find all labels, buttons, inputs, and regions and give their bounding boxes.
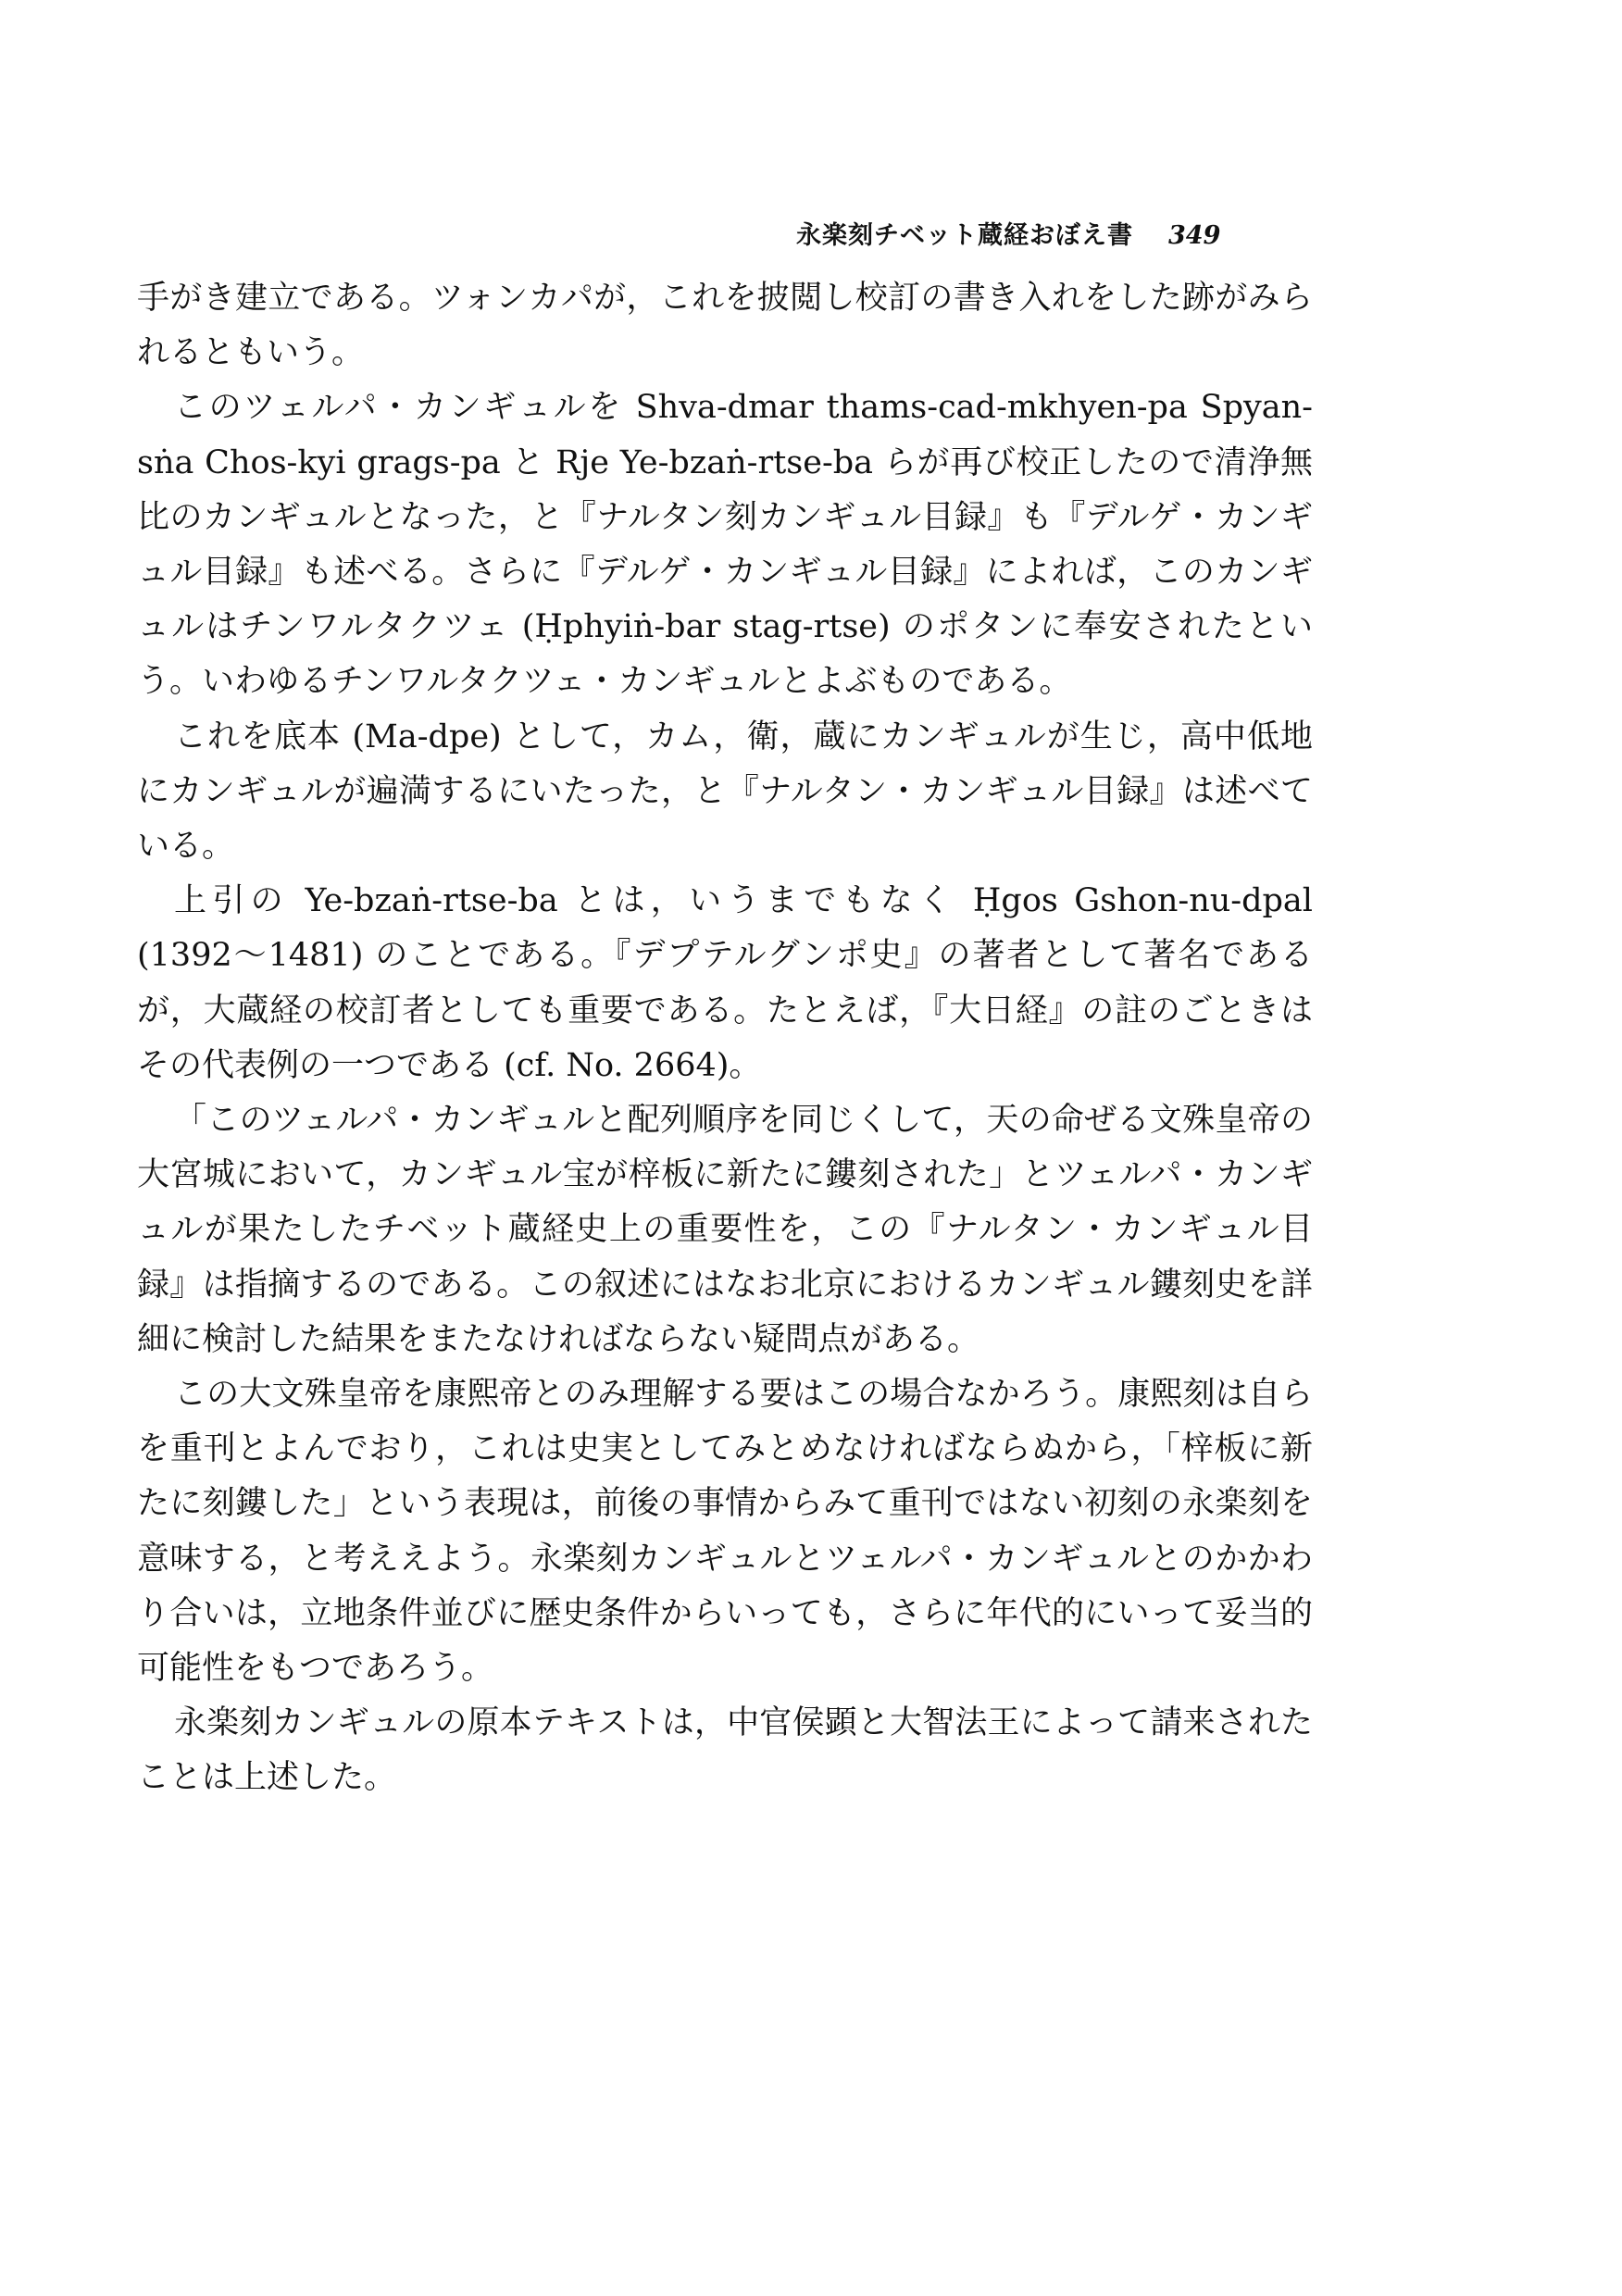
- paragraph: 上引の Ye-bzaṅ-rtse-ba とは，いうまでもなく Ḥgos Gshon-nu-dpal (1392～1481) のことである。『デプテルグンポ史』の著者として著名であるが，大蔵経の校訂者としても重要である。たとえば，『大日経』の註のごときはその代表例の一つである (cf. No. 2664)。: [137, 882, 1313, 1084]
- paragraph: このツェルパ・カンギュルを Shva-dmar thams-cad-mkhyen-pa Spyan-sṅa Chos-kyi grags-pa と Rje Ye-bzaṅ-rtse-ba らが再び校正したので清浄無比のカンギュルとなった，と『ナルタン刻カンギュル目録』も『デルゲ・カンギュル目録』も述べる。さらに『デルゲ・カンギュル目録』によれば，このカンギュルはチンワルタクツェ (Ḥphyiṅ-bar stag-rtse) のポタンに奉安されたという。いわゆるチンワルタクツェ・カンギュルとよぶものである。: [137, 389, 1313, 701]
- paragraph: 永楽刻カンギュルの原本テキストは，中官侯顕と大智法王によって請来されたことは上述した。: [137, 1704, 1313, 1797]
- body-text: [137, 271, 1313, 1806]
- paragraph: 「このツェルパ・カンギュルと配列順序を同じくして，天の命ぜる文殊皇帝の大宮城において，カンギュル宝が梓板に新たに鏤刻された」とツェルパ・カンギュルが果たしたチベット蔵経史上の重要性を，この『ナルタン・カンギュル目録』は指摘するのである。この叙述にはなお北京におけるカンギュル鏤刻史を詳細に検討した結果をまたなければならない疑問点がある。: [137, 1102, 1313, 1358]
- paragraph: これを底本 (Ma-dpe) として，カム，衛，蔵にカンギュルが生じ，高中低地にカンギュルが遍満するにいたった，と『ナルタン・カンギュル目録』は述べている。: [137, 718, 1313, 866]
- paragraph: この大文殊皇帝を康熙帝とのみ理解する要はこの場合なかろう。康熙刻は自らを重刊とよんでおり，これは史実としてみとめなければならぬから，「梓板に新たに刻鏤した」という表現は，前後の事情からみて重刊ではない初刻の永楽刻を意味する，と考ええよう。永楽刻カンギュルとツェルパ・カンギュルとのかかわり合いは，立地条件並びに歴史条件からいっても，さらに年代的にいって妥当的可能性をもつであろう。: [137, 1376, 1313, 1688]
- paragraph: 手がき建立である。ツォンカパが，これを披閲し校訂の書き入れをした跡がみられるともいう。: [137, 280, 1313, 372]
- running-header-title: 永楽刻チベット蔵経おぼえ書: [796, 221, 1133, 250]
- running-header: [796, 215, 1259, 252]
- page-number: 349: [1168, 221, 1221, 250]
